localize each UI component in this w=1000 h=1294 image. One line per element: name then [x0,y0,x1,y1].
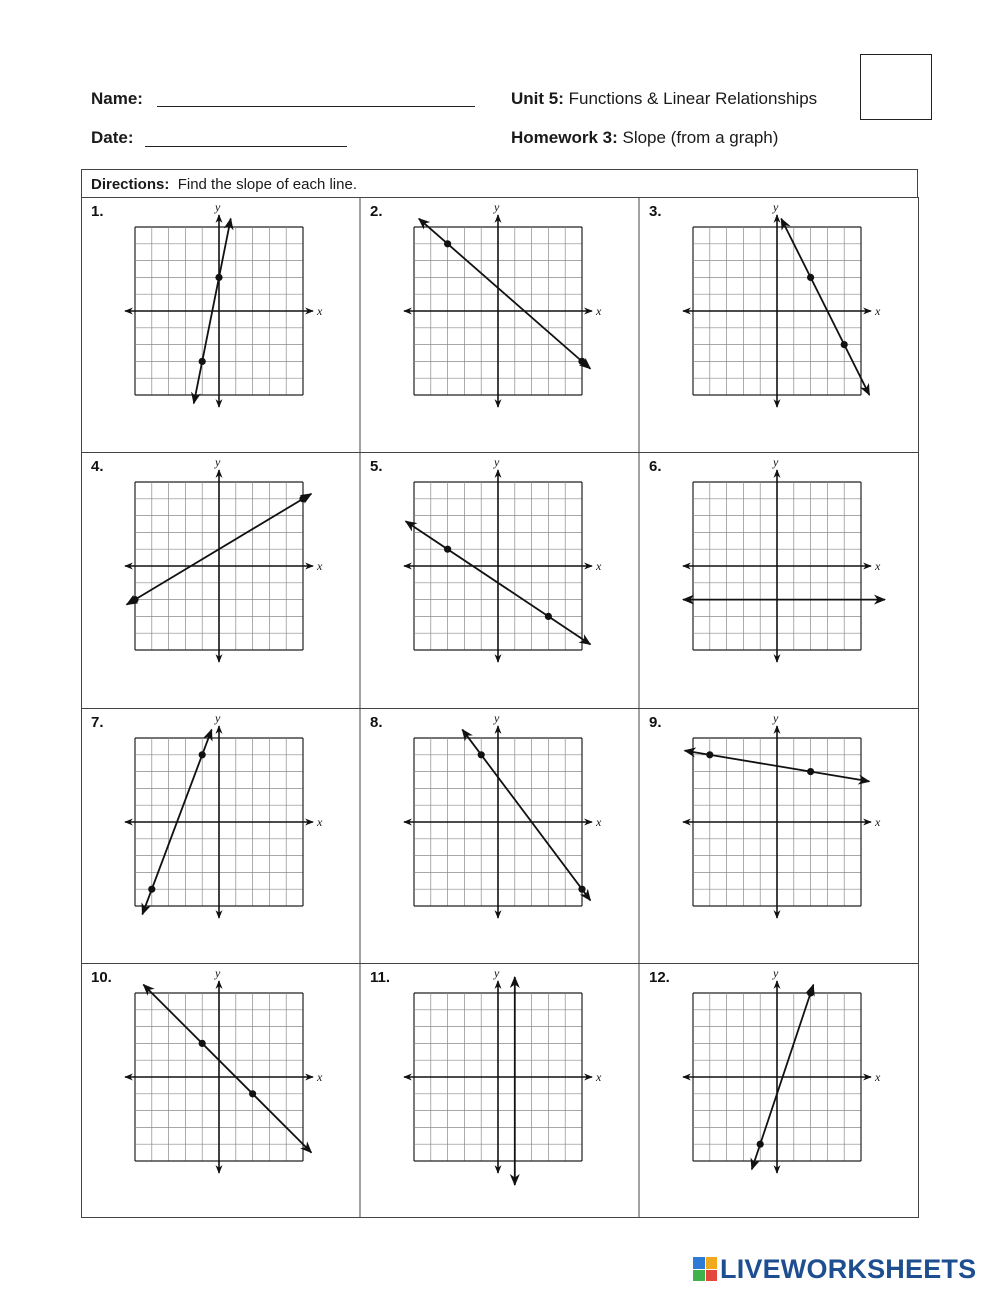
y-axis-label: y [494,455,500,469]
problem-1 [91,200,323,407]
plotted-point [545,613,552,620]
x-axis-label: x [596,304,602,318]
name-label: Name: [91,89,143,108]
x-axis-label: x [317,1070,323,1084]
problem-number: 2. [370,203,383,220]
plotted-point [807,989,814,996]
problem-number: 4. [91,458,104,475]
y-axis-label: y [494,200,500,214]
problem-10 [91,966,323,1173]
date-line[interactable] [145,146,347,147]
y-axis-label: y [773,200,779,214]
y-axis-label: y [215,711,221,725]
plotted-point [444,240,451,247]
problem-8 [370,711,602,918]
problems-grid [81,197,919,1218]
problem-number: 1. [91,203,104,220]
homework-title: Slope (from a graph) [622,128,779,147]
unit-heading [511,89,817,109]
problem-number: 8. [370,714,383,731]
directions-label: Directions: [91,176,170,193]
y-axis-label: y [773,966,779,980]
liveworksheets-brand [693,1254,976,1284]
y-axis-label: y [215,200,221,214]
plotted-point [706,751,713,758]
y-axis-label: y [773,455,779,469]
plotted-point [578,358,585,365]
graphed-line [419,219,591,369]
problem-number: 5. [370,458,383,475]
y-axis-label: y [773,711,779,725]
x-axis-label: x [875,1070,881,1084]
plotted-point [299,495,306,502]
plotted-point [578,886,585,893]
plotted-point [199,1040,206,1047]
homework-heading [511,128,778,148]
y-axis-label: y [494,711,500,725]
plotted-point [199,751,206,758]
date-label: Date: [91,128,134,147]
x-axis-label: x [317,559,323,573]
plotted-point [249,1090,256,1097]
problem-6 [649,455,885,662]
y-axis-label: y [494,966,500,980]
x-axis-label: x [317,815,323,829]
plotted-point [757,1141,764,1148]
score-box[interactable] [860,54,932,120]
problem-number: 3. [649,203,662,220]
plotted-point [807,768,814,775]
unit-label: Unit 5: [511,89,564,108]
name-line[interactable] [157,106,475,107]
problem-4 [91,455,323,662]
x-axis-label: x [875,304,881,318]
x-axis-label: x [317,304,323,318]
x-axis-label: x [596,1070,602,1084]
problem-11 [370,966,602,1185]
x-axis-label: x [596,815,602,829]
unit-title: Functions & Linear Relationships [568,89,818,108]
liveworksheets-logo-icon [693,1257,717,1281]
x-axis-label: x [875,815,881,829]
plotted-point [807,274,814,281]
problem-number: 9. [649,714,662,731]
problem-number: 10. [91,969,112,986]
x-axis-label: x [875,559,881,573]
problem-7 [91,711,323,918]
problem-3 [649,200,881,407]
plotted-point [131,596,138,603]
directions [81,169,918,198]
plotted-point [444,546,451,553]
y-axis-label: y [215,455,221,469]
graphed-line [781,219,869,395]
homework-label: Homework 3: [511,128,618,147]
problem-number: 6. [649,458,662,475]
problem-number: 7. [91,714,104,731]
plotted-point [841,341,848,348]
plotted-point [199,358,206,365]
problem-number: 11. [370,969,391,986]
problem-9 [649,711,881,918]
liveworksheets-text: LIVEWORKSHEETS [720,1253,977,1284]
plotted-point [215,274,222,281]
problem-5 [370,455,602,662]
plotted-point [148,886,155,893]
problem-2 [370,200,602,407]
directions-text: Find the slope of each line. [177,176,357,193]
problem-12 [649,966,881,1173]
problem-number: 12. [649,969,670,986]
table-border [82,198,919,1218]
x-axis-label: x [596,559,602,573]
plotted-point [478,751,485,758]
y-axis-label: y [215,966,221,980]
